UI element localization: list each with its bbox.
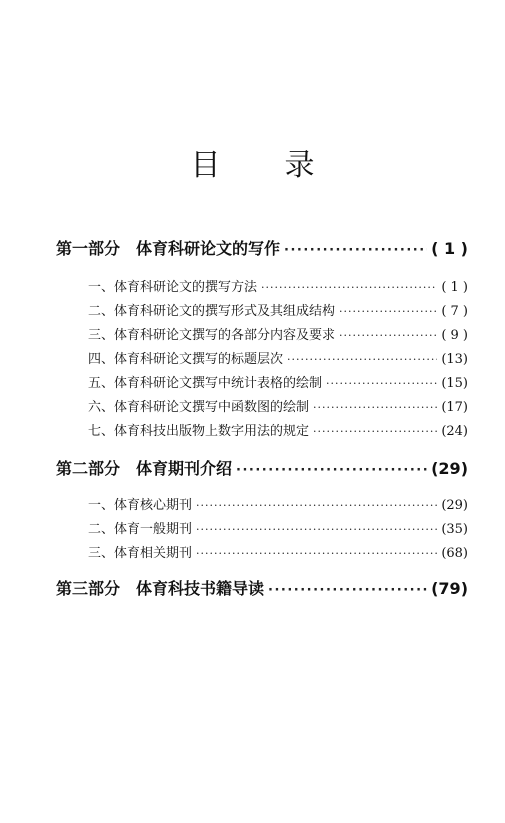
toc-entry[interactable] bbox=[88, 518, 468, 537]
toc-entry[interactable] bbox=[88, 542, 468, 561]
toc-part-3[interactable] bbox=[56, 576, 468, 599]
part-number: 第一部分 bbox=[56, 239, 121, 258]
leader-dots bbox=[261, 281, 437, 294]
entry-title: 七、体育科技出版物上数字用法的规定 bbox=[88, 424, 310, 439]
leader-dots bbox=[196, 499, 437, 512]
toc-part-1[interactable] bbox=[56, 236, 468, 259]
page-number: (29) bbox=[441, 498, 468, 513]
part-title: 体育科技书籍导读 bbox=[136, 579, 265, 598]
entry-title: 四、体育科研论文撰写的标题层次 bbox=[88, 352, 284, 367]
page-number: (29) bbox=[431, 459, 468, 478]
leader-dots bbox=[196, 523, 437, 536]
page-number: (68) bbox=[441, 546, 468, 561]
toc-entry[interactable] bbox=[88, 372, 468, 391]
part-number: 第三部分 bbox=[56, 579, 121, 598]
leader-dots bbox=[284, 243, 427, 258]
toc-entry[interactable] bbox=[88, 494, 468, 513]
part-title: 体育科研论文的写作 bbox=[136, 239, 281, 258]
toc-entry[interactable] bbox=[88, 324, 468, 343]
entry-title: 三、体育科研论文撰写的各部分内容及要求 bbox=[88, 328, 336, 343]
part-title: 体育期刊介绍 bbox=[136, 459, 233, 478]
leader-dots bbox=[313, 425, 437, 438]
page-number: (17) bbox=[441, 400, 468, 415]
leader-dots bbox=[196, 547, 437, 560]
page-number: (24) bbox=[441, 424, 468, 439]
toc-part-2[interactable] bbox=[56, 456, 468, 479]
entry-title: 六、体育科研论文撰写中函数图的绘制 bbox=[88, 400, 310, 415]
leader-dots bbox=[339, 305, 437, 318]
page-title-char-1: 目 bbox=[190, 148, 221, 183]
page-number: ( 7 ) bbox=[441, 304, 468, 319]
leader-dots bbox=[268, 583, 427, 598]
entry-title: 一、体育核心期刊 bbox=[88, 498, 193, 513]
entry-title: 五、体育科研论文撰写中统计表格的绘制 bbox=[88, 376, 323, 391]
page-number: ( 1 ) bbox=[441, 280, 468, 295]
part-number: 第二部分 bbox=[56, 459, 121, 478]
toc-entry[interactable] bbox=[88, 396, 468, 415]
page-number: (79) bbox=[431, 579, 468, 598]
page-number: (13) bbox=[441, 352, 468, 367]
page-number: ( 1 ) bbox=[431, 239, 468, 258]
page-title-char-2: 录 bbox=[284, 148, 315, 183]
leader-dots bbox=[326, 377, 437, 390]
page-number: ( 9 ) bbox=[441, 328, 468, 343]
toc-entry[interactable] bbox=[88, 420, 468, 439]
page-number: (35) bbox=[441, 522, 468, 537]
toc-entry[interactable] bbox=[88, 348, 468, 367]
entry-title: 二、体育一般期刊 bbox=[88, 522, 193, 537]
leader-dots bbox=[339, 329, 437, 342]
entry-title: 一、体育科研论文的撰写方法 bbox=[88, 280, 258, 295]
leader-dots bbox=[236, 463, 427, 478]
entry-title: 三、体育相关期刊 bbox=[88, 546, 193, 561]
page-title bbox=[0, 140, 505, 184]
toc-entry[interactable] bbox=[88, 276, 468, 295]
leader-dots bbox=[287, 353, 437, 366]
toc-entry[interactable] bbox=[88, 300, 468, 319]
leader-dots bbox=[313, 401, 437, 414]
entry-title: 二、体育科研论文的撰写形式及其组成结构 bbox=[88, 304, 336, 319]
page-number: (15) bbox=[441, 376, 468, 391]
